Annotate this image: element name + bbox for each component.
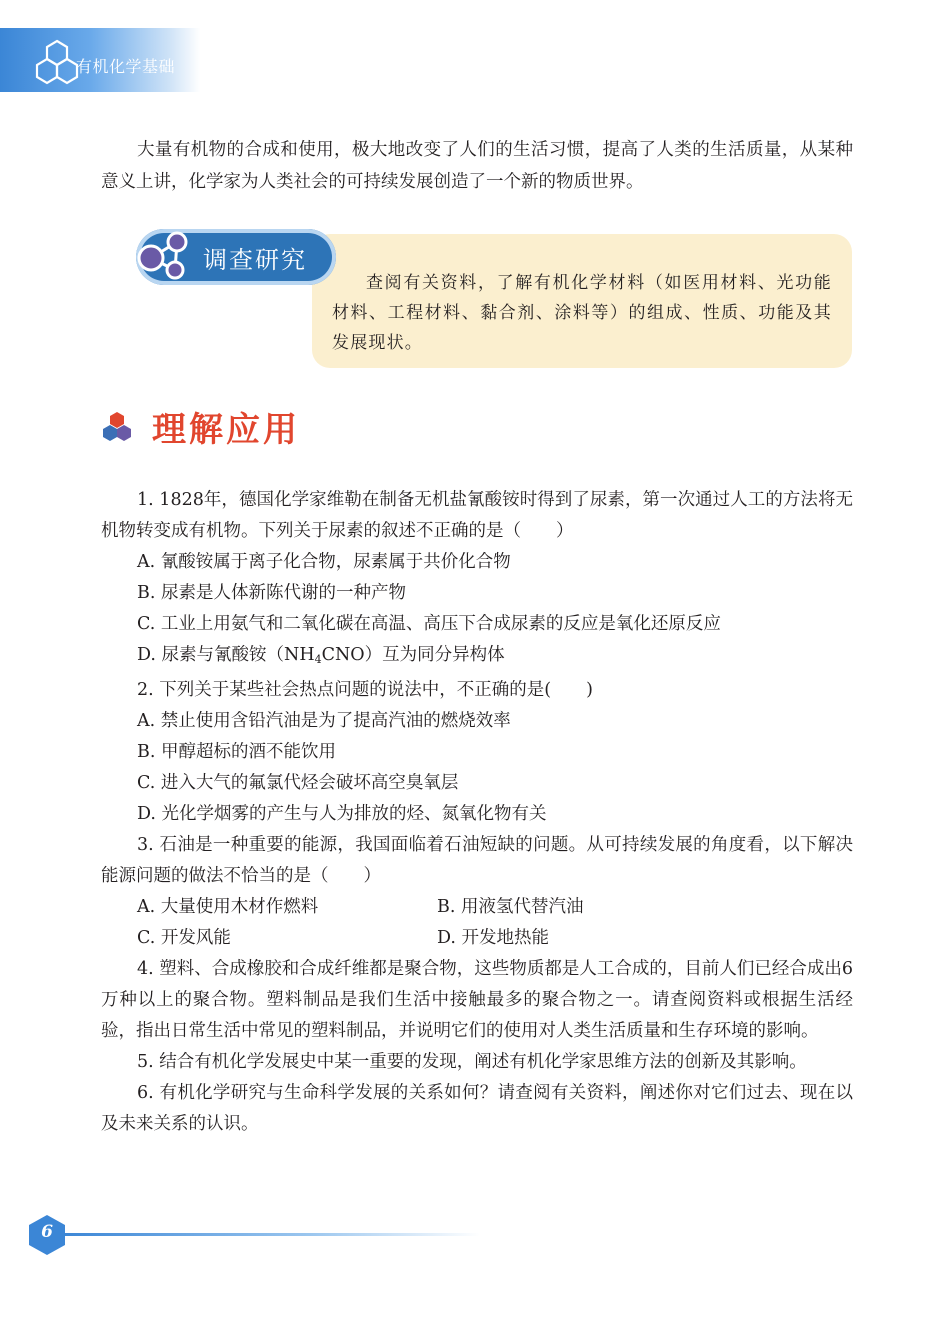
q3-options-row-2 [101,923,853,954]
q3-option-c: C. 开发风能 [137,928,231,948]
q1-option-d-pre: D. 尿素与氰酸铵（NH [137,645,315,665]
q3-option-b: B. 用液氢代替汽油 [437,897,584,917]
survey-label: 调查研究 [203,246,307,274]
q1-option-d [101,640,853,675]
question-2: 2. 下列关于某些社会热点问题的说法中，不正确的是( ) [137,680,593,700]
question-list [101,485,853,1140]
q2-option-c: C. 进入大气的氟氯代烃会破坏高空臭氧层 [137,773,459,793]
question-4: 4. 塑料、合成橡胶和合成纤维都是聚合物，这些物质都是人工合成的，目前人们已经合成出6万种以上的聚合物。塑料制品是我们生活中接触最多的聚合物之一。请查阅资料或根据生活经验，指出日常生活中常见的塑料制品，并说明它们的使用对人类生活质量和生存环境的影响。 [101,959,853,1041]
book-title: 有机化学基础 [76,57,176,76]
q1-option-d-post: CNO）互为同分异构体 [321,645,505,665]
question-5: 5. 结合有机化学发展史中某一重要的发现，阐述有机化学家思维方法的创新及其影响。 [137,1052,807,1072]
question-3: 3. 石油是一种重要的能源，我国面临着石油短缺的问题。从可持续发展的角度看，以下解决能源问题的做法不恰当的是（ ） [101,835,853,886]
q1-option-c: C. 工业上用氨气和二氧化碳在高温、高压下合成尿素的反应是氧化还原反应 [137,614,721,634]
q3-option-a: A. 大量使用木材作燃料 [137,897,319,917]
intro-paragraph: 大量有机物的合成和使用，极大地改变了人们的生活习惯，提高了人类的生活质量，从某种意义上讲，化学家为人类社会的可持续发展创造了一个新的物质世界。 [101,140,853,192]
molecule-icon [131,222,203,294]
page-number: 6 [41,1222,53,1242]
survey-text: 查阅有关资料，了解有机化学材料（如医用材料、光功能材料、工程材料、黏合剂、涂料等）的组成、性质、功能及其发展现状。 [332,273,832,353]
q1-option-a: A. 氰酸铵属于离子化合物，尿素属于共价化合物 [137,552,511,572]
q3-option-d: D. 开发地热能 [437,928,550,948]
hexagon-cubes-icon [100,410,134,444]
q2-option-b: B. 甲醇超标的酒不能饮用 [137,742,336,762]
q2-option-d: D. 光化学烟雾的产生与人为排放的烃、氮氧化物有关 [137,804,547,824]
q1-option-d-subscript: 4 [314,653,322,666]
question-1: 1. 1828年，德国化学家维勒在制备无机盐氰酸铵时得到了尿素，第一次通过人工的方法将无机物转变成有机物。下列关于尿素的叙述不正确的是（ ） [101,490,853,541]
section-title: 理解应用 [152,410,300,450]
q3-options-row-1 [101,892,853,923]
q2-option-a: A. 禁止使用含铅汽油是为了提高汽油的燃烧效率 [137,711,511,731]
footer-line [60,1233,480,1236]
q1-option-b: B. 尿素是人体新陈代谢的一种产物 [137,583,406,603]
question-6: 6. 有机化学研究与生命科学发展的关系如何？请查阅有关资料，阐述你对它们过去、现在以及未来关系的认识。 [101,1083,853,1134]
